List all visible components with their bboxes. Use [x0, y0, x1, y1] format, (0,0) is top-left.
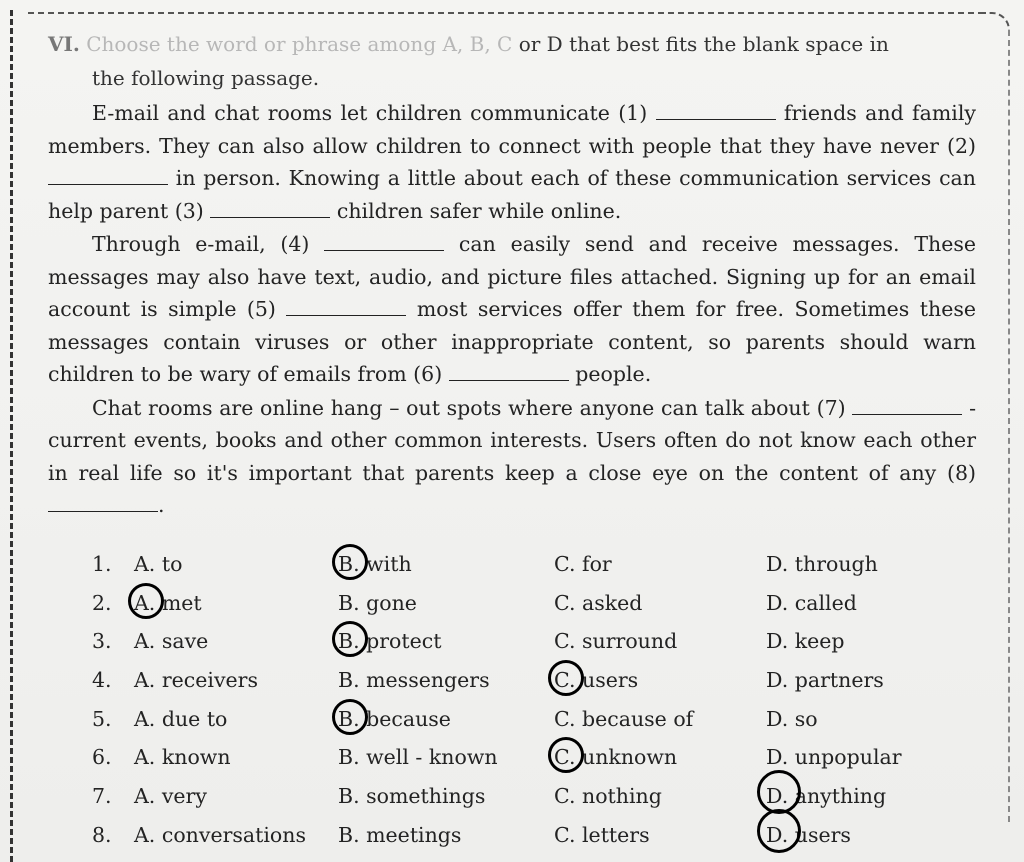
answer-options-list	[92, 548, 992, 858]
option-d[interactable]	[766, 784, 886, 808]
question-number: 2.	[92, 590, 112, 615]
option-letter: A.	[134, 668, 156, 693]
option-letter: B.	[338, 784, 360, 809]
option-d[interactable]	[766, 629, 845, 653]
option-text: surround	[575, 629, 678, 654]
option-text: conversations	[155, 822, 306, 847]
option-c[interactable]	[554, 823, 650, 847]
passage-paragraph-2	[48, 228, 976, 391]
answer-blank-8	[48, 497, 158, 512]
question-row	[92, 664, 992, 703]
option-text: so	[788, 706, 818, 731]
option-letter: B.	[338, 590, 360, 615]
exercise-heading	[48, 27, 978, 95]
option-text: very	[155, 784, 207, 809]
option-a[interactable]	[134, 629, 208, 653]
answer-blank-4	[324, 236, 444, 251]
option-text: anything	[788, 784, 887, 809]
option-b[interactable]	[338, 745, 498, 769]
option-text: for	[575, 552, 612, 576]
option-text: somethings	[359, 784, 486, 809]
question-number: 7.	[92, 784, 112, 809]
option-letter: C.	[554, 629, 576, 654]
option-b[interactable]	[338, 552, 412, 576]
dashed-border-corner	[980, 12, 1010, 36]
passage-paragraph-1	[48, 97, 976, 227]
passage-text: - current events, books and other common interests. Users often do not know each other in real life so it's important that parents keep a close eye on the content of any (8)	[48, 395, 976, 485]
option-c[interactable]	[554, 707, 693, 731]
passage-text: friends and family members. They can also allow children to connect with people that they have never (2)	[48, 101, 976, 158]
option-letter: D.	[766, 706, 789, 731]
passage-text: Chat rooms are online hang – out spots where anyone can talk about (7)	[92, 395, 846, 420]
option-letter: A.	[134, 706, 156, 731]
passage-text: children safer while online.	[336, 198, 622, 223]
option-letter: B.	[338, 552, 360, 576]
option-letter: A.	[134, 822, 156, 847]
option-letter: D.	[766, 784, 788, 808]
option-a[interactable]	[134, 784, 207, 808]
option-letter: A.	[134, 784, 156, 809]
exercise-number: VI.	[48, 32, 80, 56]
option-c[interactable]	[554, 552, 612, 576]
option-text: known	[155, 745, 231, 770]
answer-blank-7	[852, 400, 962, 415]
option-text: through	[788, 552, 878, 576]
question-row	[92, 780, 992, 819]
option-text: to	[155, 552, 183, 576]
option-text: receivers	[155, 668, 258, 693]
dashed-border-left	[10, 10, 13, 862]
option-letter: A.	[134, 591, 155, 615]
option-letter: B.	[338, 707, 360, 731]
option-text: letters	[575, 822, 650, 847]
option-letter: C.	[554, 706, 576, 731]
question-row	[92, 741, 992, 780]
option-letter: D.	[766, 668, 789, 693]
passage-text: in person. Knowing a little about each of these communication services can help parent (3)	[48, 166, 976, 223]
option-letter: A.	[134, 629, 156, 654]
option-d[interactable]	[766, 823, 851, 847]
option-letter: D.	[766, 745, 789, 770]
option-text: unknown	[575, 745, 678, 770]
option-letter: C.	[554, 745, 575, 769]
option-text: well - known	[359, 745, 498, 770]
option-b[interactable]	[338, 591, 417, 615]
option-text: called	[788, 590, 857, 615]
option-b[interactable]	[338, 707, 451, 731]
option-text: with	[359, 552, 412, 576]
option-a[interactable]	[134, 591, 202, 615]
question-row	[92, 548, 992, 587]
option-b[interactable]	[338, 629, 441, 653]
question-number: 4.	[92, 668, 112, 693]
option-letter: B.	[338, 822, 360, 847]
dashed-border-right	[1008, 30, 1010, 822]
question-row	[92, 587, 992, 626]
passage-text: .	[158, 493, 165, 517]
passage-text: Through e-mail, (4)	[92, 232, 310, 256]
question-row	[92, 819, 992, 858]
question-row	[92, 703, 992, 742]
option-letter: D.	[766, 552, 789, 576]
option-d[interactable]	[766, 552, 878, 576]
option-letter: A.	[134, 745, 156, 770]
passage-text: people.	[575, 362, 652, 386]
option-letter: D.	[766, 590, 789, 615]
option-text: met	[155, 590, 202, 615]
option-letter: C.	[554, 590, 576, 615]
option-text: because of	[575, 706, 694, 731]
reading-passage	[48, 97, 976, 523]
option-letter: A.	[134, 552, 156, 576]
passage-paragraph-3	[48, 392, 976, 522]
option-letter: C.	[554, 552, 576, 576]
option-c[interactable]	[554, 784, 662, 808]
heading-instruction-text: or D that best fits the blank space in	[518, 32, 889, 56]
option-d[interactable]	[766, 707, 818, 731]
option-text: messengers	[359, 668, 490, 693]
passage-text: E-mail and chat rooms let children communicate (1)	[92, 101, 648, 125]
question-row	[92, 625, 992, 664]
option-a[interactable]	[134, 668, 258, 692]
option-letter: B.	[338, 745, 360, 770]
passage-text: most services offer them for free. Sometimes these messages contain viruses or other inappropriate content, so parents should warn children to be wary of emails from (6)	[48, 297, 976, 386]
answer-blank-1	[656, 105, 776, 120]
answer-blank-6	[449, 366, 569, 381]
option-letter: B.	[338, 629, 360, 653]
option-d[interactable]	[766, 591, 857, 615]
option-a[interactable]	[134, 823, 306, 847]
option-letter: C.	[554, 822, 576, 847]
option-text: save	[155, 629, 209, 654]
option-b[interactable]	[338, 823, 461, 847]
question-number: 5.	[92, 706, 112, 731]
option-text: users	[575, 668, 639, 693]
option-text: because	[359, 706, 451, 731]
answer-blank-3	[210, 203, 330, 218]
option-letter: C.	[554, 784, 576, 809]
option-letter: D.	[766, 823, 788, 847]
option-text: due to	[155, 706, 228, 731]
option-a[interactable]	[134, 745, 231, 769]
option-letter: D.	[766, 629, 789, 654]
option-a[interactable]	[134, 552, 182, 576]
heading-instruction-line2: the following passage.	[92, 66, 320, 90]
question-number: 3.	[92, 629, 112, 654]
question-number: 1.	[92, 552, 112, 576]
option-c[interactable]	[554, 668, 638, 692]
option-c[interactable]	[554, 745, 677, 769]
option-text: unpopular	[788, 745, 902, 770]
option-text: meetings	[359, 822, 462, 847]
option-c[interactable]	[554, 629, 677, 653]
option-letter: B.	[338, 668, 360, 693]
option-b[interactable]	[338, 784, 485, 808]
option-text: protect	[359, 629, 442, 654]
dashed-border-top	[28, 12, 984, 14]
option-text: partners	[788, 668, 884, 693]
option-text: nothing	[575, 784, 662, 809]
option-b[interactable]	[338, 668, 490, 692]
answer-blank-5	[286, 301, 406, 316]
heading-faded-text: Choose the word or phrase among A, B, C	[86, 32, 513, 56]
option-text: keep	[788, 629, 845, 654]
question-number: 8.	[92, 822, 112, 847]
option-text: users	[788, 822, 851, 847]
question-number: 6.	[92, 745, 112, 770]
option-d[interactable]	[766, 745, 902, 769]
answer-blank-2	[48, 170, 168, 185]
option-a[interactable]	[134, 707, 227, 731]
passage-text: can easily send and receive messages. These messages may also have text, audio, and picture files attached. Signing up for an email account is simple (5)	[48, 232, 976, 321]
option-text: gone	[359, 590, 417, 615]
option-letter: C.	[554, 668, 575, 692]
option-text: asked	[575, 590, 643, 615]
option-c[interactable]	[554, 591, 642, 615]
option-d[interactable]	[766, 668, 884, 692]
